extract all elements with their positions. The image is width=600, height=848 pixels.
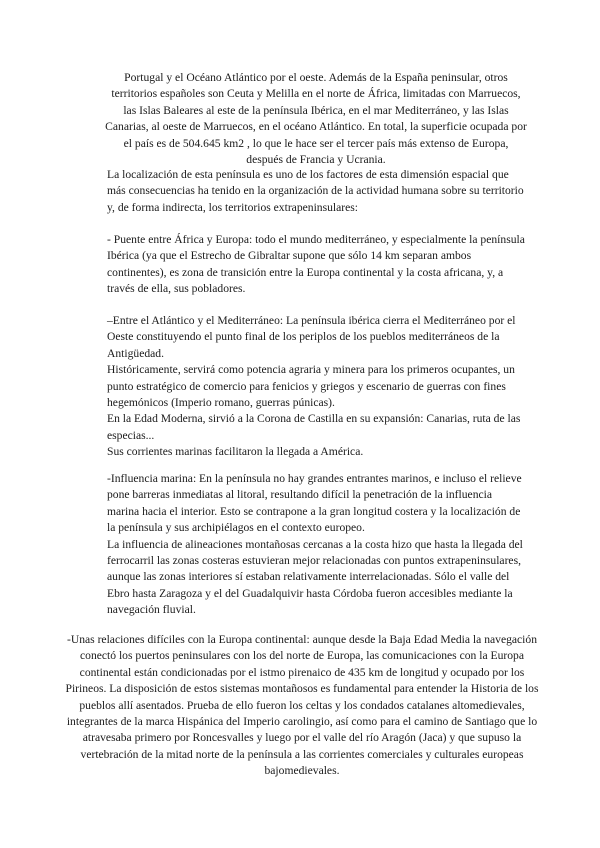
intro-paragraph: Portugal y el Océano Atlántico por el oeste. Además de la España peninsular, otros territorios españoles son Ceuta y Melilla en el norte de África, limitadas con Marruecos, las Islas Baleares al este de la península Ibérica, en el mar Mediterráneo, y las Islas Canarias, al oeste de Marruecos, en el océano Atlántico. En total, la superficie ocupada por el país es de 504.645 km2 , lo que le hace ser el tercer país más extenso de Europa, después de Francia y Ucrania.: [105, 71, 527, 167]
atlantico-paragraph-1: –Entre el Atlántico y el Mediterráneo: La península ibérica cierra el Mediterráneo por el Oeste constituyendo el punto final de los periplos de los pueblos mediterráneos de la Antigüedad.: [107, 314, 516, 360]
localizacion-paragraph: La localización de esta península es uno de los factores de esta dimensión espacial que más consecuencias ha tenido en la organización de la actividad humana sobre su territorio y, de forma indirecta, los territorios extrapeninsulares:: [107, 168, 524, 214]
atlantico-paragraph-2: Históricamente, servirá como potencia agraria y minera para los primeros ocupantes, un punto estratégico de comercio para fenicios y griegos y escenario de guerras con fines hegemónicos (Imperio romano, guerras púnicas).: [107, 363, 515, 410]
atlantico-paragraph-3: En la Edad Moderna, sirvió a la Corona de Castilla en su expansión: Canarias, ruta de las especias...: [107, 412, 521, 442]
europa-continental-paragraph: -Unas relaciones difíciles con la Europa continental: aunque desde la Baja Edad Media la navegación conectó los puertos peninsulares con los del norte de Europa, las comunicaciones con la Europa continental están condicionadas por el istmo pirenaico de 435 km de longitud y ocupado por los Pirineos. La disposición de estos sistemas montañosos es fundamental para entender la Historia de los pueblos allí asentados. Prueba de ello fueron los celtas y los condados catalanes altomedievales, integrantes de la marca Hispánica del Imperio carolingio, así como para el camino de Santiago que lo atravesaba primero por Roncesvalles y luego por el valle del río Aragón (Jaca) y que supuso la vertebración de la mitad norte de la península a las corrientes comerciales y culturales europeas bajomedievales.: [65, 633, 539, 778]
influencia-marina-section: [107, 471, 527, 619]
marina-paragraph-1: -Influencia marina: En la península no hay grandes entrantes marinos, e incluso el relieve pone barreras inmediatas al litoral, resultando difícil la penetración de la influencia marina hacia el interior. Esto se contrapone a la gran longitud costera y la localización de la península y sus archipiélagos en el contexto europeo.: [107, 472, 522, 535]
marina-paragraph-2: La influencia de alineaciones montañosas cercanas a la costa hizo que hasta la llegada del ferrocarril las zonas costeras estuvieran mejor relacionadas con puntos extrapeninsulares, aunque las zonas interiores sí estaban relativamente interrelacionadas. Sólo el valle del Ebro hasta Zaragoza y el del Guadalquivir hasta Córdoba fueron accesibles mediante la navegación fluvial.: [107, 537, 523, 617]
puente-africa-europa-paragraph: - Puente entre África y Europa: todo el mundo mediterráneo, y especialmente la península Ibérica (ya que el Estrecho de Gibraltar supone que sólo 14 km separan ambos continentes), es zona de transición entre la Europa continental y la costa africana, y, a través de ella, sus pobladores.: [107, 233, 525, 296]
atlantico-paragraph-4: Sus corrientes marinas facilitaron la llegada a América.: [107, 445, 364, 459]
atlantico-mediterraneo-section: [107, 313, 527, 461]
